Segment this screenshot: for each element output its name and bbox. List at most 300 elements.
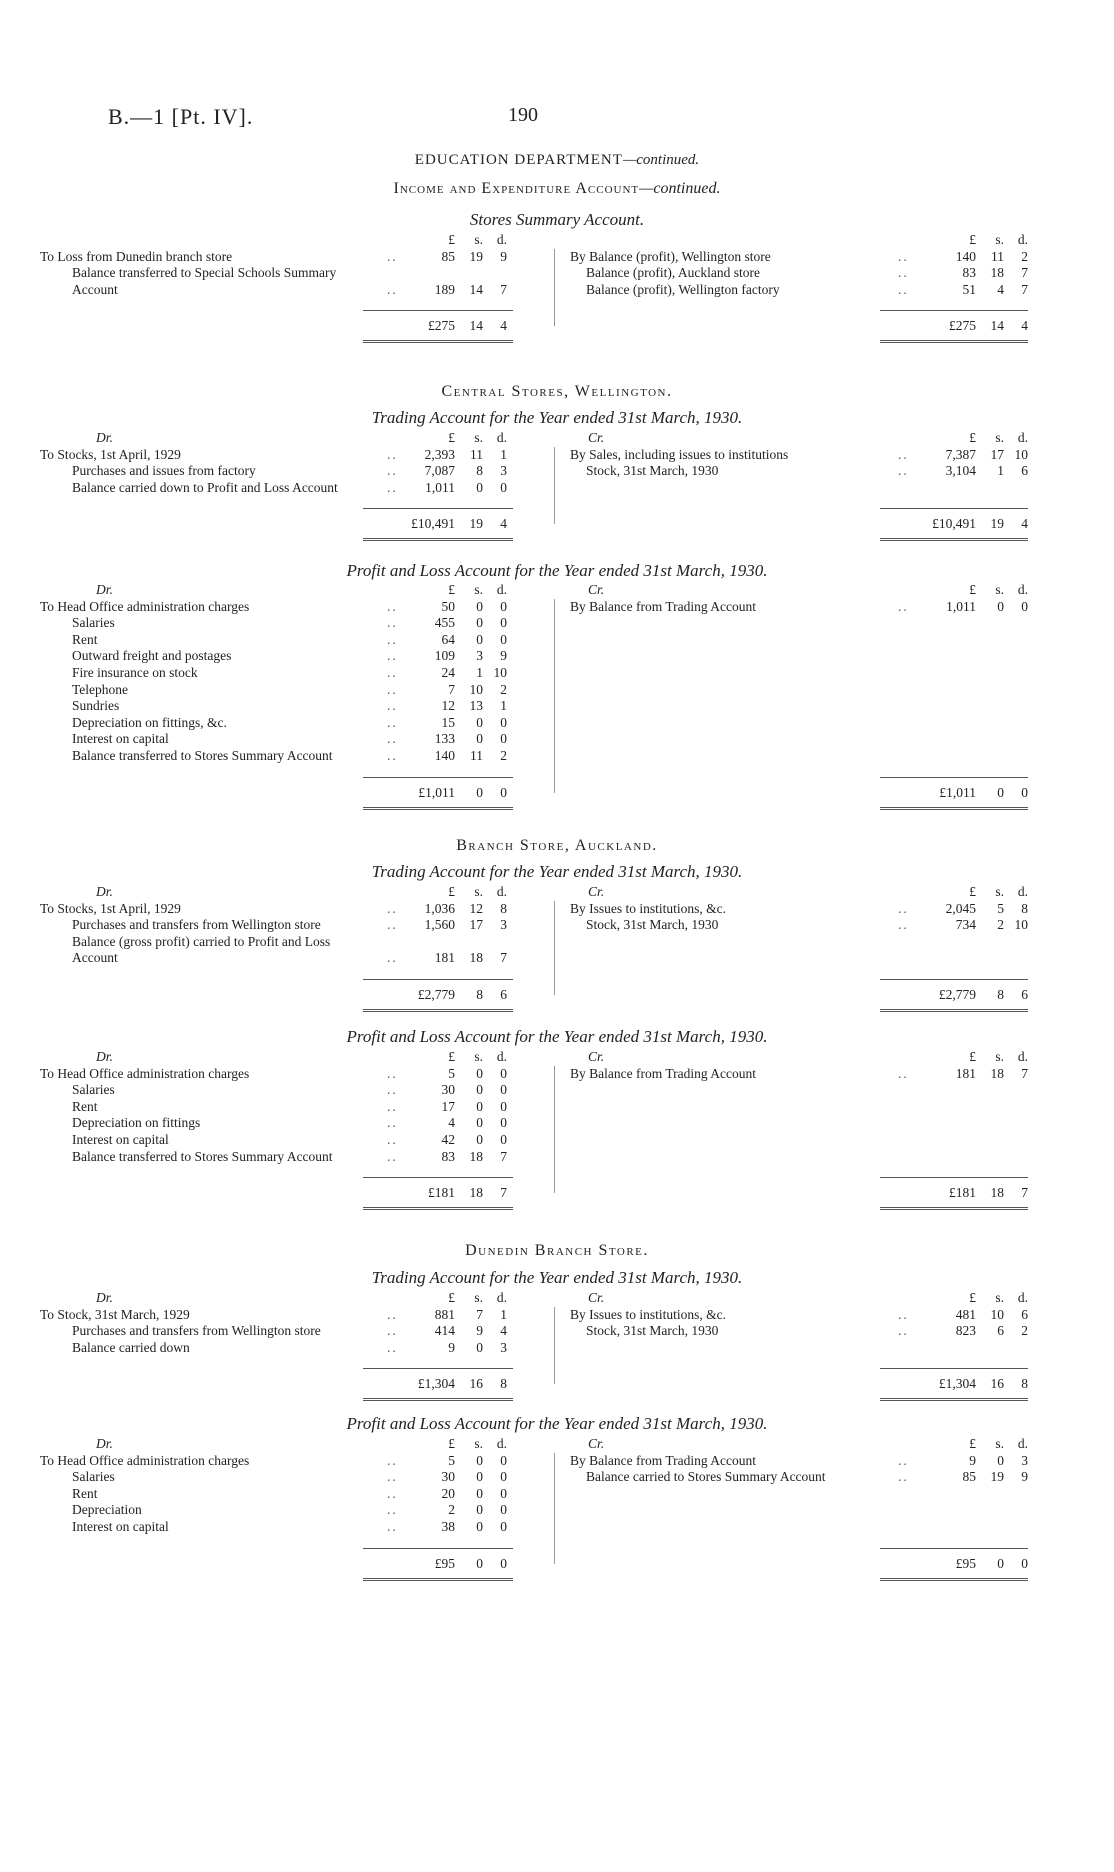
amount [920,917,1028,934]
pounds: 181 [955,1065,976,1081]
total-double-rule [880,538,1028,541]
pounds: 2 [448,1502,455,1518]
pence: 4 [500,1323,507,1339]
pounds: 12 [441,698,455,714]
amount [920,265,1028,282]
debit-item: Interest on capital [72,731,169,747]
credit-item: By Sales, including issues to institutions [570,446,789,462]
total-double-rule [363,538,513,541]
leader-dots: .. [387,1082,398,1098]
amount [403,318,507,335]
column-headings [40,430,1040,447]
pounds: 881 [434,1306,455,1322]
debit-item: To Stocks, 1st April, 1929 [40,446,181,462]
pounds: 140 [434,747,455,763]
pounds: 2,393 [424,446,455,462]
amount [920,1469,1028,1486]
pounds: £1,304 [417,1376,455,1392]
pence: 4 [1021,318,1028,334]
sum-rule [363,1548,513,1549]
pence: 1 [500,1306,507,1322]
entry-row [40,1469,1040,1486]
debit-item: Rent [72,631,98,647]
debit-item: Outward freight and postages [72,648,232,664]
shillings: 0 [476,479,483,495]
shillings: 0 [476,1502,483,1518]
shilling-sign: s. [474,884,483,899]
account-heading: Income and Expenditure Account—continued. [393,180,721,197]
leader-dots: .. [387,1115,398,1131]
pence: 9 [1021,1469,1028,1485]
total-double-rule [363,1398,513,1401]
leader-dots: .. [387,917,398,933]
pence: 0 [500,1485,507,1501]
pence-sign: d. [1017,1436,1028,1451]
pound-sign: £ [969,1436,976,1451]
currency-heading [403,430,507,447]
debit-item: Salaries [72,1469,115,1485]
shilling-sign: s. [474,582,483,597]
debit-item: Salaries [72,1082,115,1098]
pounds: 5 [448,1452,455,1468]
debit-item: Purchases and transfers from Wellington store [72,1323,321,1339]
shillings: 7 [476,1306,483,1322]
shillings: 10 [469,681,483,697]
account-block [40,582,1040,800]
leader-dots: .. [387,1131,398,1147]
shillings: 18 [990,1065,1004,1081]
credit-item: By Balance (profit), Wellington store [570,248,771,264]
pounds: 4 [448,1115,455,1131]
currency-heading [920,1290,1028,1307]
amount [920,1323,1028,1340]
amount [920,1066,1028,1083]
shilling-sign: s. [474,1290,483,1305]
leader-dots: .. [898,446,909,462]
amount [403,1519,507,1536]
column-divider [554,1066,555,1194]
leader-dots: .. [387,1098,398,1114]
pence-sign: d. [496,1049,507,1064]
amount [920,1307,1028,1324]
pounds: 30 [441,1469,455,1485]
pounds: £1,011 [939,784,976,800]
leader-dots: .. [387,463,398,479]
shillings: 0 [476,598,483,614]
debit-item: Balance carried down to Profit and Loss Account [72,479,338,495]
currency-heading [920,884,1028,901]
currency-heading [920,1049,1028,1066]
amount [403,516,507,533]
amount [920,1453,1028,1470]
amount [403,463,507,480]
amount [403,282,507,299]
debit-item: Purchases and transfers from Wellington store [72,917,321,933]
total-row [40,1185,1040,1202]
pence: 0 [1021,784,1028,800]
pounds: 1,011 [946,598,976,614]
entry-row [40,665,1040,682]
department-heading: EDUCATION DEPARTMENT—continued. [414,152,700,168]
shillings: 0 [997,1452,1004,1468]
pounds: 85 [962,1469,976,1485]
shillings: 18 [990,1185,1004,1201]
cr-label: Cr. [588,884,605,899]
pound-sign: £ [448,232,455,247]
shillings: 0 [997,598,1004,614]
pound-sign: £ [969,884,976,899]
leader-dots: .. [387,1469,398,1485]
currency-heading [920,582,1028,599]
account-block [40,1049,1040,1201]
pounds: £275 [428,318,455,334]
entry-row [40,463,1040,480]
pence: 3 [500,463,507,479]
page-number: 190 [508,104,538,126]
pounds: 1,560 [424,917,455,933]
leader-dots: .. [387,1148,398,1164]
currency-heading [403,884,507,901]
leader-dots: .. [898,248,909,264]
amount [403,1323,507,1340]
amount [920,1556,1028,1573]
shillings: 0 [476,1115,483,1131]
debit-item: To Stocks, 1st April, 1929 [40,900,181,916]
pence: 0 [500,714,507,730]
entry-row [40,648,1040,665]
entry-row [40,1323,1040,1340]
debit-item: Rent [72,1485,98,1501]
credit-item: By Issues to institutions, &c. [570,1306,727,1322]
leader-dots: .. [387,681,398,697]
leader-dots: .. [387,731,398,747]
entry-row [40,265,1040,282]
cr-label: Cr. [588,1290,605,1305]
leader-dots: .. [898,900,909,916]
amount [920,987,1028,1004]
total-row [40,785,1040,802]
leader-dots: .. [387,664,398,680]
leader-dots: .. [387,900,398,916]
shillings: 0 [476,1452,483,1468]
pence-sign: d. [1017,1049,1028,1064]
pence: 0 [500,1065,507,1081]
amount [920,249,1028,266]
pence: 7 [500,281,507,297]
pence-sign: d. [1017,1290,1028,1305]
leader-dots: .. [387,631,398,647]
pound-sign: £ [448,582,455,597]
total-double-rule [880,1398,1028,1401]
pounds: 7,087 [424,463,455,479]
leader-dots: .. [898,1469,909,1485]
pence: 6 [1021,987,1028,1002]
amount [403,731,507,748]
amount [403,615,507,632]
amount [403,447,507,464]
pence: 2 [500,747,507,763]
debit-item: Account [72,950,118,966]
currency-heading [920,430,1028,447]
leader-dots: .. [898,1452,909,1468]
pence: 0 [1021,1555,1028,1571]
sum-rule [363,310,513,311]
entry-row [40,1115,1040,1132]
currency-heading [920,232,1028,249]
cr-label: Cr. [588,1049,605,1064]
shillings: 8 [476,463,483,479]
leader-dots: .. [898,463,909,479]
leader-dots: .. [898,598,909,614]
amount [920,1376,1028,1393]
pence: 7 [1021,281,1028,297]
leader-dots: .. [387,698,398,714]
shillings: 0 [476,631,483,647]
sum-rule [363,777,513,778]
amount [403,1469,507,1486]
amount [403,249,507,266]
pence: 0 [500,1502,507,1518]
dunedin-trading-title: Trading Account for the Year ended 31st March, 1930. [371,1268,743,1287]
pounds: £2,779 [938,987,976,1002]
credit-item: By Balance from Trading Account [570,1065,756,1081]
debit-item: Depreciation on fittings [72,1115,201,1131]
total-double-rule [880,807,1028,810]
sum-rule [363,979,513,980]
pounds: £1,304 [938,1376,976,1392]
leader-dots: .. [387,1502,398,1518]
shillings: 18 [469,950,483,966]
shillings: 0 [476,1065,483,1081]
pounds: £10,491 [932,516,976,532]
pence: 0 [500,1469,507,1485]
shillings: 0 [476,615,483,631]
shillings: 4 [997,281,1004,297]
leader-dots: .. [387,446,398,462]
amount [403,748,507,765]
pence: 4 [500,516,507,532]
shillings: 0 [997,784,1004,800]
total-row [40,1556,1040,1573]
pounds: 181 [434,950,455,966]
pounds: £1,011 [418,784,455,800]
entry-row [40,1099,1040,1116]
pence: 8 [1021,900,1028,916]
amount [403,1307,507,1324]
leader-dots: .. [387,615,398,631]
currency-heading [403,1436,507,1453]
pence: 7 [500,1148,507,1164]
total-double-rule [880,1207,1028,1210]
account-block [40,1290,1040,1392]
pence: 2 [1021,1323,1028,1339]
pounds: £181 [428,1185,455,1201]
account-block [40,1436,1040,1571]
debit-item: To Stock, 31st March, 1929 [40,1306,190,1322]
pence: 8 [500,1376,507,1392]
shillings: 0 [476,1098,483,1114]
shillings: 0 [476,1555,483,1571]
leader-dots: .. [387,1306,398,1322]
shillings: 0 [476,1469,483,1485]
credit-item: By Balance from Trading Account [570,598,756,614]
leader-dots: .. [387,1452,398,1468]
entry-row [40,1486,1040,1503]
debit-item: To Head Office administration charges [40,1452,250,1468]
entry-row [40,917,1040,934]
pounds: £181 [949,1185,976,1201]
pounds: 5 [448,1065,455,1081]
entry-row [40,480,1040,497]
pounds: 85 [441,248,455,264]
credit-item: Balance (profit), Wellington factory [586,281,780,297]
currency-heading [403,1049,507,1066]
shillings: 3 [476,648,483,664]
entry-row [40,934,1040,951]
shillings: 17 [990,446,1004,462]
pence-sign: d. [1017,582,1028,597]
sum-rule [363,508,513,509]
sum-rule [363,1368,513,1369]
entry-row [40,632,1040,649]
shilling-sign: s. [995,1049,1004,1064]
account-block [40,884,1040,1002]
entry-row [40,1453,1040,1470]
pence-sign: d. [1017,232,1028,247]
shilling-sign: s. [995,1290,1004,1305]
pence: 0 [500,1131,507,1147]
entry-row [40,1149,1040,1166]
leader-dots: .. [387,1485,398,1501]
amount [403,698,507,715]
shillings: 9 [476,1323,483,1339]
pence: 3 [500,1339,507,1355]
pounds: 140 [955,248,976,264]
dunedin-pl-title: Profit and Loss Account for the Year ended 31st March, 1930. [346,1414,768,1433]
leader-dots: .. [387,648,398,664]
sum-rule [880,1177,1028,1178]
pounds: 2,045 [945,900,976,916]
pounds: 83 [962,265,976,281]
debit-item: Depreciation [72,1502,142,1518]
entry-row [40,748,1040,765]
pounds: 109 [434,648,455,664]
shillings: 18 [469,1148,483,1164]
shilling-sign: s. [474,232,483,247]
amount [403,480,507,497]
shillings: 14 [469,281,483,297]
pence: 6 [1021,1306,1028,1322]
total-double-rule [363,807,513,810]
entry-row [40,1307,1040,1324]
amount [403,599,507,616]
shillings: 8 [997,987,1004,1002]
total-double-rule [363,340,513,343]
pence: 0 [500,1555,507,1571]
leader-dots: .. [387,714,398,730]
pence: 0 [500,1115,507,1131]
leader-dots: .. [387,1065,398,1081]
pound-sign: £ [969,1049,976,1064]
pound-sign: £ [969,430,976,445]
entry-row [40,901,1040,918]
debit-item: Account [72,281,118,297]
shillings: 0 [476,1082,483,1098]
debit-item: Sundries [72,698,120,714]
pound-sign: £ [448,1290,455,1305]
pence: 2 [1021,248,1028,264]
account-block [40,232,1040,334]
shillings: 16 [990,1376,1004,1392]
pence: 4 [500,318,507,334]
sum-rule [880,979,1028,980]
sum-rule [880,1368,1028,1369]
amount [403,682,507,699]
cr-label: Cr. [588,1436,605,1451]
shillings: 19 [990,516,1004,532]
shillings: 6 [997,1323,1004,1339]
dr-label: Dr. [96,1290,113,1305]
debit-item: Salaries [72,615,115,631]
total-row [40,987,1040,1004]
pounds: 7,387 [945,446,976,462]
amount [403,1132,507,1149]
sum-rule [880,310,1028,311]
entry-row [40,282,1040,299]
pence: 0 [500,615,507,631]
entry-row [40,615,1040,632]
debit-item: Balance transferred to Stores Summary Account [72,747,333,763]
credit-item: Stock, 31st March, 1930 [586,1323,719,1339]
pounds: 20 [441,1485,455,1501]
pounds: 414 [434,1323,455,1339]
debit-item: Purchases and issues from factory [72,463,256,479]
leader-dots: .. [898,1065,909,1081]
pounds: 51 [962,281,976,297]
pence: 10 [493,664,507,680]
pence: 7 [1021,1065,1028,1081]
pence: 1 [500,698,507,714]
entry-row [40,715,1040,732]
debit-item: To Loss from Dunedin branch store [40,248,233,264]
total-double-rule [363,1207,513,1210]
debit-item: Depreciation on fittings, &c. [72,714,227,730]
amount [403,665,507,682]
shillings: 0 [476,714,483,730]
shillings: 17 [469,917,483,933]
credit-item: Stock, 31st March, 1930 [586,463,719,479]
pence: 10 [1014,917,1028,933]
pence-sign: d. [496,1436,507,1451]
pence: 0 [500,1452,507,1468]
column-divider [554,599,555,793]
account-block [40,430,1040,532]
amount [403,1453,507,1470]
pounds: 64 [441,631,455,647]
debit-item: Balance transferred to Special Schools Summary [72,265,337,281]
pound-sign: £ [448,1049,455,1064]
shillings: 12 [469,900,483,916]
shillings: 19 [469,516,483,532]
pence-sign: d. [496,1290,507,1305]
debit-item: Rent [72,1098,98,1114]
shillings: 1 [997,463,1004,479]
leader-dots: .. [387,950,398,966]
pence: 6 [500,987,507,1002]
pounds: 455 [434,615,455,631]
dr-label: Dr. [96,884,113,899]
shillings: 5 [997,900,1004,916]
